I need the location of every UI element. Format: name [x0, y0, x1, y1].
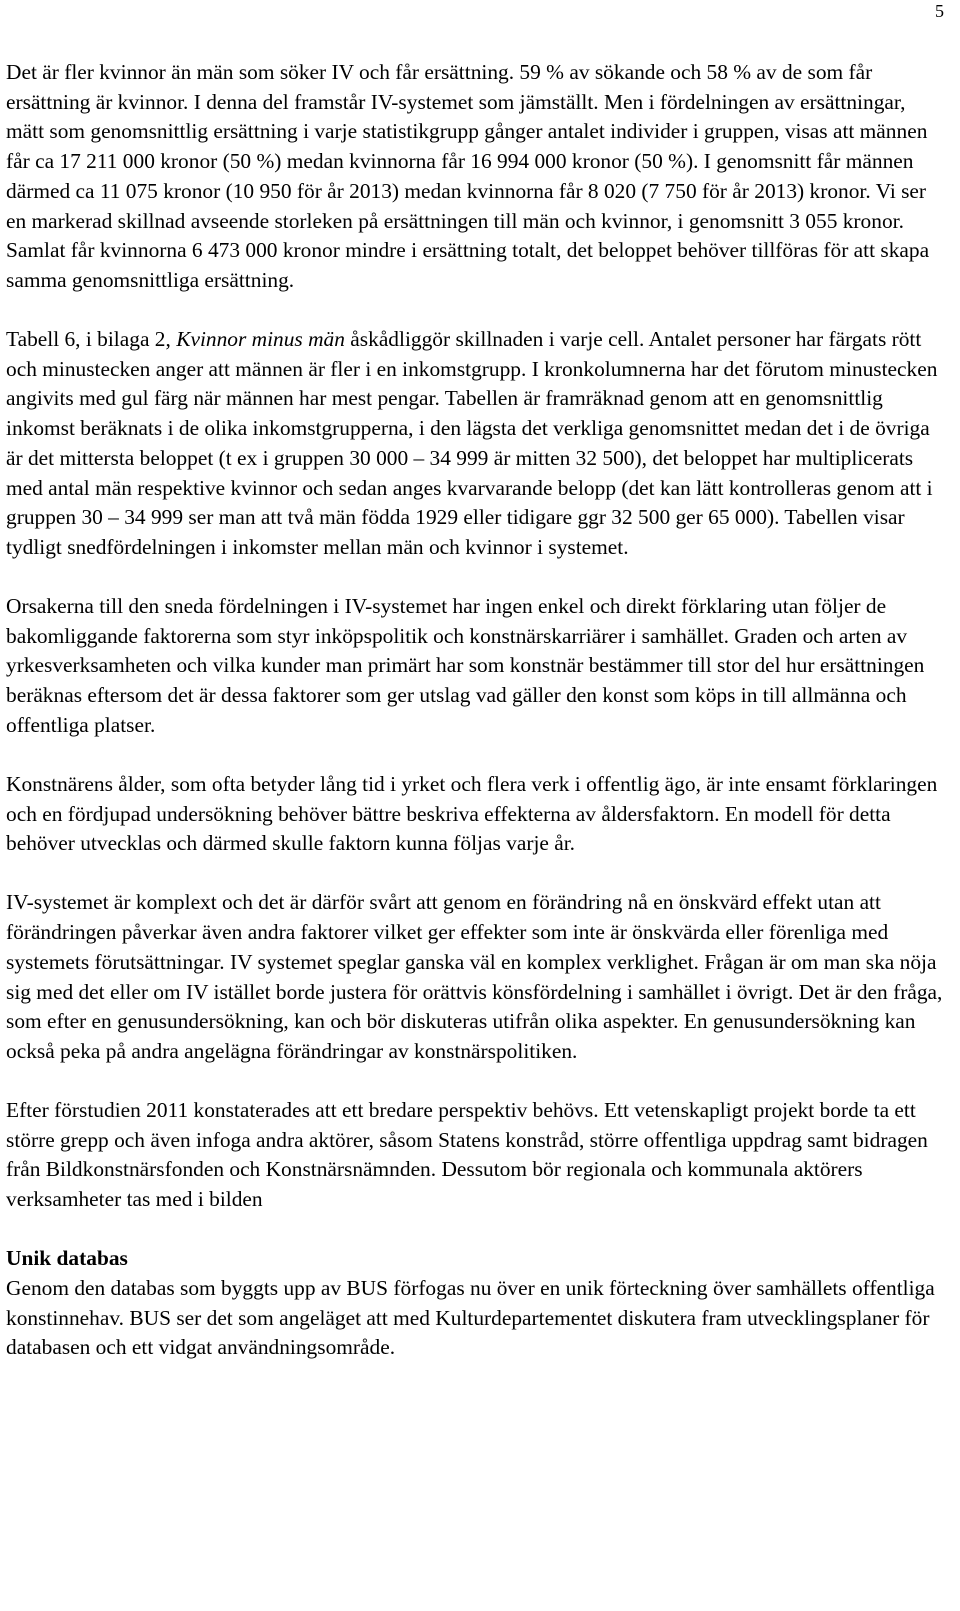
document-body [6, 58, 946, 1363]
paragraph-system-complexity: IV-systemet är komplext och det är därför svårt att genom en förändring nå en önskvärd effekt utan att förändringen påverkar även andra faktorer vilket ger effekter som inte är önskvärda eller förenliga med systemets förutsättningar. IV systemet speglar ganska väl en komplex verklighet. Frågan är om man ska nöja sig med det eller om IV istället borde justera för orättvis könsfördelning i samhället i övrigt. Det är den fråga, som efter en genusundersökning, kan och bör diskuteras utifrån olika aspekter. En genusundersökning kan också peka på andra angelägna förändringar av konstnärspolitiken. [6, 890, 943, 1063]
paragraph-table-explanation-rest: åskådliggör skillnaden i varje cell. Antalet personer har färgats rött och minustecken anger att männen är fler i en inkomstgrupp. I kronkolumnerna har det förutom minustecken angivits med gul färg när männen har mest pengar. Tabellen är framräknad genom att en genomsnittlig inkomst beräknats i de olika inkomstgrupperna, i den lägsta det verkliga genomsnittet medan det i de övriga är det mittersta beloppet (t ex i gruppen 30 000 – 34 999 är mitten 32 500), det beloppet har multiplicerats med antal män respektive kvinnor och sedan anges kvarvarande belopp (det kan lätt kontrolleras genom att i gruppen 30 – 34 999 ser man att två män födda 1929 eller tidigare ggr 32 500 ger 65 000). Tabellen visar tydligt snedfördelningen i inkomster mellan män och kvinnor i systemet. [6, 327, 938, 559]
section-heading: Unik databas [6, 1246, 128, 1271]
paragraph-causes: Orsakerna till den sneda fördelningen i IV-systemet har ingen enkel och direkt förklaring utan följer de bakomliggande faktorerna som styr inköpspolitik och konstnärskarriärer i samhället. Graden och arten av yrkesverksamheten och vilka kunder man primärt har som konstnär bestämmer till stor del hur ersättningen beräknas eftersom det är dessa faktorer som ger utslag vad gäller den konst som köps in till allmänna och offentliga platser. [6, 594, 925, 737]
paragraph-gender-distribution: Det är fler kvinnor än män som söker IV och får ersättning. 59 % av sökande och 58 % av de som får ersättning är kvinnor. I denna del framstår IV-systemet som jämställt. Men i fördelningen av ersättningar, mätt som genomsnittlig ersättning i varje statistikgrupp gånger antalet individer i gruppen, visas att männen får ca 17 211 000 kronor (50 %) medan kvinnorna får 16 994 000 kronor (50 %). I genomsnitt får männen därmed ca 11 075 kronor (10 950 för år 2013) medan kvinnorna får 8 020 (7 750 för år 2013) kronor. Vi ser en markerad skillnad avseende storleken på ersättningen till män och kvinnor, i genomsnitt 3 055 kronor. Samlat får kvinnorna 6 473 000 kronor mindre i ersättning totalt, det beloppet behöver tillföras för att skapa samma genomsnittliga ersättning. [6, 60, 930, 292]
paragraph-pre-study: Efter förstudien 2011 konstaterades att ett bredare perspektiv behövs. Ett vetenskapligt projekt borde ta ett större grepp och även infoga andra aktörer, såsom Statens konstråd, större offentliga uppdrag samt bidragen från Bildkonstnärsfonden och Konstnärsnämnden. Dessutom bör regionala och kommunala aktörers verksamheter tas med i bilden [6, 1098, 928, 1212]
paragraph-table-explanation [6, 325, 946, 563]
paragraph-table-explanation-lead: Tabell 6, i bilaga 2, [6, 327, 177, 352]
paragraph-database: Genom den databas som byggts upp av BUS förfogas nu över en unik förteckning över samhällets offentliga konstinnehav. BUS ser det som angeläget att med Kulturdepartementet diskutera fram utvecklingsplaner för databasen och ett vidgat användningsområde. [6, 1275, 935, 1360]
page-number: 5 [935, 1, 944, 21]
table-title-italic: Kvinnor minus män [176, 327, 345, 352]
paragraph-age-factor: Konstnärens ålder, som ofta betyder lång tid i yrket och flera verk i offentlig ägo, är inte ensamt förklaringen och en fördjupad undersökning behöver bättre beskriva effekterna av åldersfaktorn. En modell för detta behöver utvecklas och därmed skulle faktorn kunna följas varje år. [6, 771, 938, 856]
